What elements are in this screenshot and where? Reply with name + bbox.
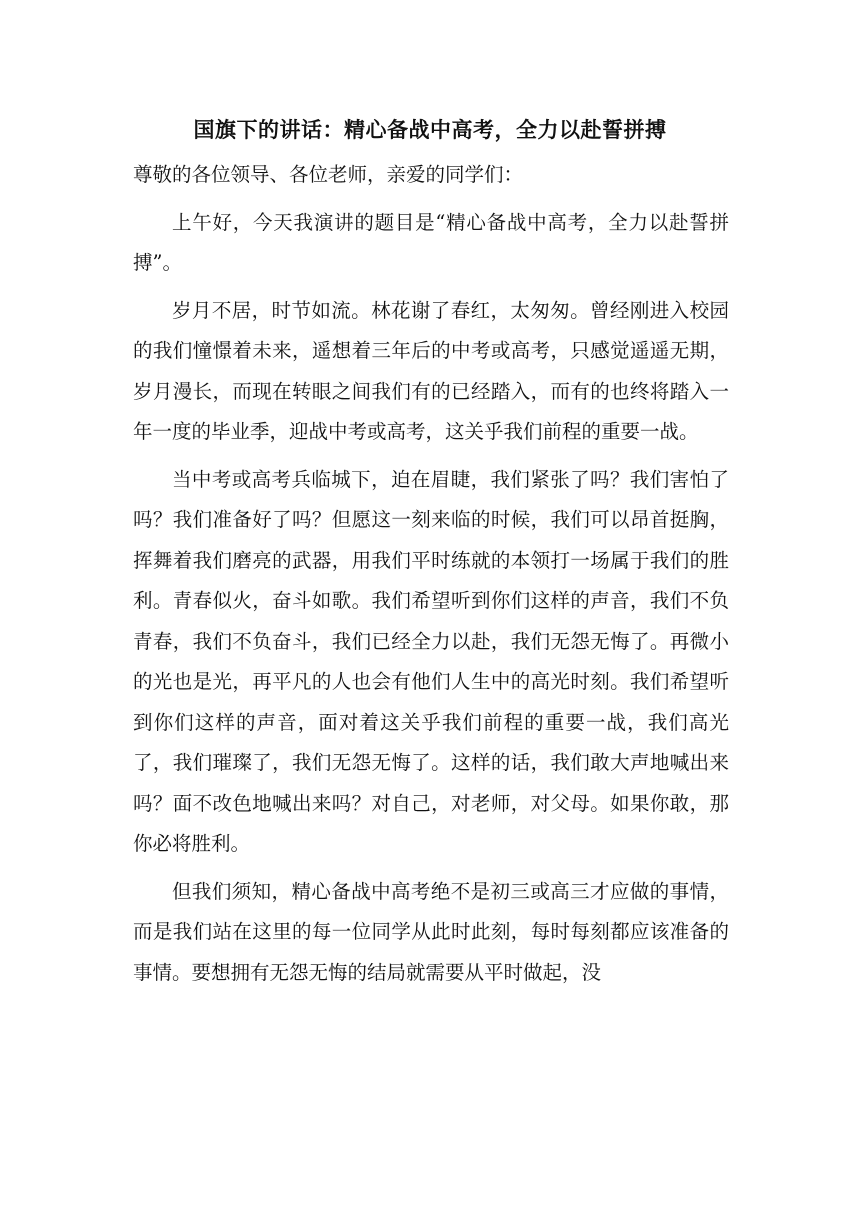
salutation: 尊敬的各位领导、各位老师，亲爱的同学们： bbox=[133, 163, 524, 186]
paragraph-greeting: 上午好，今天我演讲的题目是“精心备战中高考，全力以赴誓拼搏”。 bbox=[133, 210, 729, 274]
paragraph-preparation: 但我们须知，精心备战中高考绝不是初三或高三才应做的事情，而是我们站在这里的每一位同学从此时此刻，每时每刻都应该准备的事情。要想拥有无怨无悔的结局就需要从平时做起，没 bbox=[133, 879, 729, 984]
paragraph-exam-approaching: 当中考或高考兵临城下，迫在眉睫，我们紧张了吗？我们害怕了吗？我们准备好了吗？但愿这一刻来临的时候，我们可以昂首挺胸，挥舞着我们磨亮的武器，用我们平时练就的本领打一场属于我们的胜利。青春似火，奋斗如歌。我们希望听到你们这样的声音，我们不负青春，我们不负奋斗，我们已经全力以赴，我们无怨无悔了。再微小的光也是光，再平凡的人也会有他们人生中的高光时刻。我们希望听到你们这样的声音，面对着这关乎我们前程的重要一战，我们高光了，我们璀璨了，我们无怨无悔了。这样的话，我们敢大声地喊出来吗？面不改色地喊出来吗？对自己，对老师，对父母。如果你敢，那你必将胜利。 bbox=[133, 467, 729, 855]
paragraph-time-passing: 岁月不居，时节如流。林花谢了春红，太匆匆。曾经刚进入校园的我们憧憬着未来，遥想着三年后的中考或高考，只感觉遥遥无期，岁月漫长，而现在转眼之间我们有的已经踏入，而有的也终将踏入一年一度的毕业季，迎战中考或高考，这关乎我们前程的重要一战。 bbox=[133, 298, 729, 443]
document-body bbox=[133, 155, 729, 1000]
document-title: 国旗下的讲话：精心备战中高考，全力以赴誓拼搏 bbox=[193, 118, 667, 142]
